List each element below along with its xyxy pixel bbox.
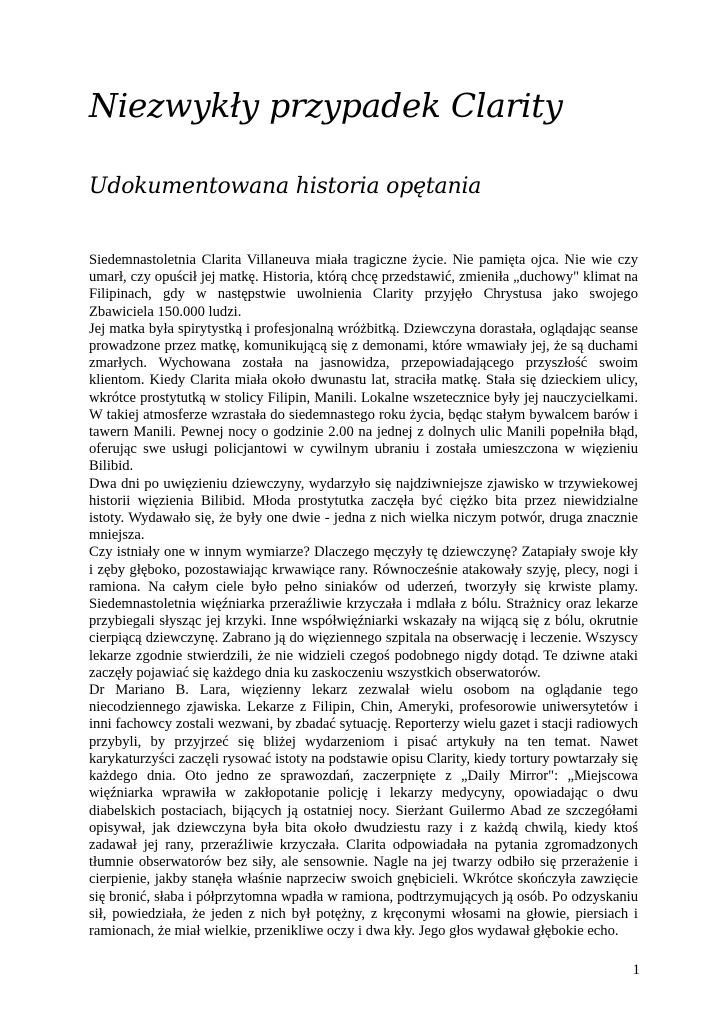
paragraph-2: Jej matka była spirytystką i profesjonalną wróżbitką. Dziewczyna dorastała, oglądając seanse prowadzone przez matkę, komunikującą się z demonami, które wmawiały jej, że są duchami zmarłych. Wychowana została na jasnowidza, przepowiadającego przyszłość swoim klientom. Kiedy Clarita miała około dwunastu lat, straciła matkę. Stała się dzieckiem ulicy, wkrótce prostytutką w stolicy Filipin, Manili. Lokalne wszetecznice były jej nauczycielkami. W takiej atmosferze wzrastała do siedemnastego roku życia, będąc stałym bywalcem barów i tawern Manili. Pewnej nocy o godzinie 2.00 na jednej z dolnych ulic Manili popełniła błąd, oferując swe usługi policjantowi w cywilnym ubraniu i została umieszczona w więzieniu Bilibid. xyxy=(89,320,638,475)
paragraph-1: Siedemnastoletnia Clarita Villaneuva miała tragiczne życie. Nie pamięta ojca. Nie wie czy umarł, czy opuścił jej matkę. Historia, którą chcę przedstawić, zmieniła „duchowy" klimat na Filipinach, gdy w następstwie uwolnienia Clarity przyjęło Chrystusa jako swojego Zbawiciela 150.000 ludzi. xyxy=(89,252,638,320)
page-subtitle: Udokumentowana historia opętania xyxy=(89,174,482,199)
paragraph-5: Dr Mariano B. Lara, więzienny lekarz zezwalał wielu osobom na oglądanie tego niecodziennego zjawiska. Lekarze z Filipin, Chin, Ameryki, profesorowie uniwersytetów i inni fachowcy zostali wezwani, by zbadać sytuację. Reporterzy wielu gazet i stacji radiowych przybyli, by przyjrzeć się bliżej wydarzeniom i pisać artykuły na ten temat. Nawet karykaturzyści zaczęli rysować istoty na podstawie opisu Clarity, kiedy tortury powtarzały się każdego dnia. Oto jedno ze sprawozdań, zaczerpnięte z „Daily Mirror": „Miejscowa więźniarka wprawiła w zakłopotanie policję i lekarzy medycyny, opowiadając o dwu diabelskich postaciach, bijących ją ostatniej nocy. Sierżant Guilermo Abad ze szczegółami opisywał, jak dziewczyna była bita około dwudziestu razy i z każdą chwilą, kiedy ktoś zadawał jej rany, przeraźliwie krzyczała. Clarita odpowiadała na pytania zgromadzonych tłumnie obserwatorów bez siły, ale sensownie. Nagle na jej twarzy odbiło się przerażenie i cierpienie, jakby stanęła właśnie naprzeciw swoich gnębicieli. Wkrótce skończyła zawzięcie się bronić, słaba i półprzytomna wpadła w ramiona, podtrzymujących ją osób. Po odzyskaniu sił, powiedziała, że jeden z nich był potężny, z kręconymi włosami na głowie, piersiach i ramionach, że miał wielkie, przenikliwe oczy i dwa kły. Jego głos wydawał głębokie echo. xyxy=(89,682,638,939)
paragraph-4: Czy istniały one w innym wymiarze? Dlaczego męczyły tę dziewczynę? Zatapiały swoje kły i zęby głęboko, pozostawiając krwawiące rany. Równocześnie atakowały szyję, plecy, nogi i ramiona. Na całym ciele było pełno siniaków od uderzeń, tworzyły się krwiste plamy. Siedemnastoletnia więźniarka przeraźliwie krzyczała i mdlała z bólu. Strażnicy oraz lekarze przybiegali słysząc jej krzyki. Inne współwięźniarki wskazały na wijącą się z bólu, okrutnie cierpiącą dziewczynę. Zabrano ją do więziennego szpitala na obserwację i leczenie. Wszyscy lekarze zgodnie stwierdzili, że nie widzieli czegoś podobnego nigdy dotąd. Te dziwne ataki zaczęły pojawiać się każdego dnia ku zaskoczeniu wszystkich obserwatorów. xyxy=(89,544,638,681)
page-number: 1 xyxy=(632,962,640,978)
article-body xyxy=(89,252,638,940)
paragraph-3: Dwa dni po uwięzieniu dziewczyny, wydarzyło się najdziwniejsze zjawisko w trzywiekowej historii więzienia Bilibid. Młoda prostytutka zaczęła być ciężko bita przez niewidzialne istoty. Wydawało się, że były one dwie - jedna z nich wielka niczym potwór, druga znacznie mniejsza. xyxy=(89,475,638,544)
page-title: Niezwykły przypadek Clarity xyxy=(89,86,563,125)
